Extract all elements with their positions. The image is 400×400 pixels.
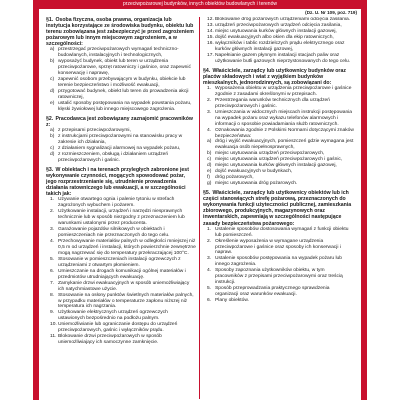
item-text: Ustalenie sposobów dostosowania wymagań z funkcji obiektu lub pomieszczeń. <box>215 226 349 238</box>
section-heading <box>46 17 196 47</box>
item-marker: 13. <box>207 22 214 28</box>
section <box>46 116 196 164</box>
item-text: Umieszczania w widocznych miejscach instrukcji postępowania na wypadek pożaru oraz wykazu telefonów alarmowych i informacji o sposobie powiadamiania służb ratowniczych. <box>215 109 352 127</box>
item-marker: a) <box>207 139 212 145</box>
item-text: zapewnić osobom przebywającym w budynku, obiekcie lub terenie bezpieczeństwo i możliwość ewakuacji, <box>58 77 186 89</box>
item-marker: 16. <box>207 40 214 46</box>
section-heading-text: Pracodawca jest zobowiązany zaznajomić pracowników z: <box>46 115 193 129</box>
item-text: z działaniem sygnalizacji alarmowej na wypadek pożaru, <box>58 146 181 151</box>
section-number: §1. <box>46 17 54 23</box>
section-heading <box>46 116 196 128</box>
item-marker: 6. <box>50 268 55 274</box>
item-text: miejsc usytuowania kurków głównych instalacji gazowej, <box>215 28 337 34</box>
list-item <box>203 286 354 298</box>
item-marker: f) <box>207 175 210 181</box>
item-text: Używanie otwartego ognia i palenie tytoniu w strefach zagrożonych wybuchem i pożarem. <box>58 197 175 209</box>
poster <box>33 0 367 400</box>
item-marker: 7. <box>50 280 55 286</box>
item-text: Napełnianie gazem płynnym instalacji stacjach paliw oraz użytkowanie butli gazowych nieprzystosowanych do tego celu. <box>215 52 351 64</box>
item-marker: 4. <box>50 239 55 244</box>
item-marker: 9. <box>50 310 55 316</box>
list-item <box>203 227 354 239</box>
item-marker: 1. <box>207 85 212 91</box>
item-text: Blokowanie drzwi przeciwpożarowych w sposób uniemożliwiający ich samoczynne zamknięcie. <box>58 334 162 346</box>
item-text: miejsc usytuowania kurków głównych instalacji gazowej, <box>215 163 337 169</box>
list-item <box>46 293 196 311</box>
list-item <box>46 269 196 281</box>
item-text: Przestrzegania warunków technicznych dla urządzeń przeciwpożarowych i gaśnic. <box>215 97 330 109</box>
list-item <box>203 298 354 304</box>
item-text: z rozmieszczeniem, obsługą i działaniem urządzeń przeciwpożarowych i gaśnic. <box>58 151 169 163</box>
list-item <box>203 86 354 98</box>
list-item <box>46 257 196 269</box>
item-marker: 1. <box>50 197 55 203</box>
list-item <box>203 268 354 286</box>
item-marker: g) <box>207 181 212 187</box>
item-marker: 5. <box>50 256 55 262</box>
list-item <box>46 47 196 59</box>
section-number: §4. <box>203 67 211 74</box>
section-heading <box>46 167 196 197</box>
item-marker: 2. <box>207 238 212 244</box>
item-text: dróg pożarowych, <box>215 175 254 181</box>
list-item <box>46 89 196 101</box>
item-marker: 8. <box>50 292 55 298</box>
item-marker: c) <box>207 157 212 163</box>
list-item <box>46 77 196 89</box>
item-text: miejsc usytuowania urządzeń przeciwpożarowych i gaśnic, <box>215 157 343 163</box>
item-text: Garażowanie pojazdów silnikowych w obiektach i pomieszczeniach nie przeznaczonych do tego celu. <box>58 227 170 239</box>
item-marker: 3. <box>207 256 212 262</box>
list-item <box>203 139 354 151</box>
header-band: przeciwpożarowej budynków, innych obiektów budowlanych i terenów <box>39 0 361 9</box>
item-text: przestrzegać przeciwpożarowych wymagań techniczno-budowlanych, instalacyjnych i technologicznych, <box>58 47 179 59</box>
section <box>46 17 196 113</box>
item-text: Określenie wyposażenia w wymagane urządzenia przeciwpożarowe i gaśnice oraz sposoby ich konserwacji i napraw. <box>215 238 341 256</box>
section-number: §2. <box>46 115 54 122</box>
list-item <box>203 98 354 110</box>
item-text: Użytkowanie instalacji, urządzeń i narzędzi niesprawnych technicznie lub w sposób niezgodny z przeznaczeniem lub warunkami ustalonymi przez producenta. <box>58 209 185 227</box>
list-item <box>46 239 196 257</box>
list-item <box>46 334 196 346</box>
list-item <box>46 101 196 113</box>
list-item <box>46 59 196 77</box>
item-marker: a) <box>50 47 55 53</box>
left-column <box>43 17 200 399</box>
item-marker: 2. <box>207 97 212 103</box>
section <box>46 167 196 346</box>
item-text: Umieszczanie na drogach komunikacji ogólnej materiałów i przedmiotów utrudniających ewakuację. <box>58 268 186 280</box>
item-text: przygotować budynek, obiekt lub teren do prowadzenia akcji ratowniczej, <box>58 89 189 101</box>
item-marker: 6. <box>207 298 212 304</box>
item-marker: b) <box>50 59 55 65</box>
list-item <box>203 239 354 257</box>
item-text: dojść ewakuacyjnych albo okien dla ekip ratowniczych, <box>215 34 334 40</box>
item-text: dróg i wyjść ewakuacyjnych, pomieszczeń gdzie wymagana jest ewakuacja osób niepełnosprawnych, <box>215 139 354 151</box>
item-text: Plany obiektów. <box>215 298 249 304</box>
list-item <box>203 181 354 187</box>
item-marker: c) <box>50 77 55 83</box>
section-heading-text: Osoba fizyczna, osoba prawna, organizacja lub instytucja korzystające ze środowiska budynku, obiektu lub terenu zobowiązana jest zabezpieczyć je przed zagrożeniem pożarowym lub innym miejscowym zagrożeniem, a w szczególności: <box>46 17 194 48</box>
item-marker: 3. <box>50 227 55 233</box>
list-item <box>203 256 354 268</box>
item-marker: 5. <box>207 286 212 292</box>
item-marker: 1. <box>207 226 212 232</box>
item-marker: 4. <box>207 127 212 133</box>
section-heading-text: Właściciele, zarządcy lub użytkownicy budynków oraz placów składowych i wiat z wyjątkiem budynków mieszkalnych, jednorodzinnych, są zobowiązani do: <box>203 67 346 86</box>
section <box>203 68 354 187</box>
item-text: miejsc usytuowania dróg pożarowych. <box>215 181 298 187</box>
section-heading <box>203 190 354 227</box>
item-text: urządzeń przeciwpożarowych urządzeń odcięcia zasilania, <box>215 22 342 28</box>
section-heading <box>203 68 354 86</box>
item-text: dojść ewakuacyjnych w budynkach, <box>215 169 293 175</box>
section <box>203 190 354 304</box>
item-marker: d) <box>50 151 55 157</box>
item-marker: d) <box>50 89 55 95</box>
item-text: miejsc usytuowania urządzeń przeciwpożarowych, <box>215 151 325 157</box>
item-marker: 14. <box>207 28 214 34</box>
item-marker: c) <box>50 146 55 151</box>
item-text: Stosowanie w pomieszczeniach instalacji ogrzewczych z urządzeniami z otwartym płomieniem. <box>58 256 181 268</box>
item-text: Użytkowanie elektrycznych urządzeń ogrzewczych ustawionych bezpośrednio na podłożu palnym. <box>58 310 168 322</box>
list-item <box>46 322 196 334</box>
columns <box>39 17 361 399</box>
list-item <box>46 281 196 293</box>
item-text: Sposób przeprowadzania praktycznego sprawdzenia organizacji oraz warunków ewakuacji. <box>215 286 330 298</box>
item-text: Wyposażenia obiektu w urządzenia przeciwpożarowe i gaśnice zgodnie z zasadami określonymi w przepisach. <box>215 85 352 97</box>
item-marker: a) <box>50 128 55 134</box>
item-text: Ustalenie sposobów postępowania na wypadek pożaru lub innego zagrożenia. <box>215 256 342 268</box>
item-text: Przechowywanie materiałów palnych w odległości mniejszej niż 0,5 m od urządzeń i instalacji, których powierzchnie zewnętrzne mogą nagrzewać się do temperatury przekraczającej 100°C. <box>58 239 196 256</box>
item-marker: 10. <box>50 322 57 328</box>
item-marker: b) <box>50 134 55 140</box>
item-text: z instrukcjami przeciwpożarowymi na stanowisku pracy w zakresie ich działania, <box>58 134 183 146</box>
law-reference: (Dz. U. Nr 109, poz. 719) <box>305 10 357 15</box>
list-item <box>203 41 354 53</box>
item-text: Uniemożliwianie lub ograniczanie dostępu do urządzeń przeciwpożarowych, gaśnic i wyłączników prądu. <box>58 322 178 334</box>
item-marker: 17. <box>207 52 214 58</box>
section <box>203 17 354 65</box>
list-item <box>203 110 354 128</box>
item-text: Oznakowania zgodnie z Polskimi Normami dotyczącymi znaków bezpieczeństwa: <box>215 127 354 139</box>
item-marker: e) <box>50 101 55 107</box>
item-marker: d) <box>207 163 212 169</box>
list-item <box>203 53 354 65</box>
item-marker: e) <box>207 169 212 175</box>
list-item <box>46 310 196 322</box>
list-item <box>203 128 354 140</box>
item-text: wyłączników i tablic rozdzielczych prądu elektrycznego oraz kurków głównych instalacji gazowej, <box>215 40 345 52</box>
item-text: Zamykanie drzwi ewakuacyjnych w sposób uniemożliwiający ich natychmiastowe użycie. <box>58 280 190 292</box>
item-text: z przepisami przeciwpożarowymi, <box>58 128 131 134</box>
section-number: §5. <box>203 190 211 197</box>
item-text: wyposażyć budynek, obiekt lub teren w urządzenia przeciwpożarowe, sprzęt ratowniczy i gaśnice, oraz zapewnić konserwację i naprawę, <box>58 59 191 77</box>
section-heading-text: Właściciele, zarządcy lub użytkownicy obiektów lub ich części stanowiących strefę pożarową, przeznaczonych do wykonywania funkcji użyteczności publicznej, zamieszkania zbiorowego, produkcyjnych, magazynowych oraz inwentarskich, zapewniają w szczególności następujące zasady bezpieczeństwa pożarowego: <box>203 190 352 227</box>
item-text: Blokowanie dróg pożarowych urządzeniami odcięcia zasilania. <box>215 17 351 22</box>
item-text: Sposoby zapoznania użytkowników obiektu, w tym pracowników z przepisami przeciwpożarowymi oraz treścią instrukcji. <box>215 268 343 286</box>
list-item <box>46 197 196 209</box>
list-item <box>46 209 196 227</box>
item-marker: 4. <box>207 268 212 274</box>
list-item <box>46 227 196 239</box>
section-heading-text: W obiektach i na terenach przyległych zabronione jest wykonywanie czynności, mogących spowodować pożar, jego rozprzestrzenianie się, utrudnienie prowadzenia działania ratowniczego lub ewakuacji, a w szczególności takich jak: <box>46 166 189 198</box>
item-marker: 15. <box>207 34 214 40</box>
list-item <box>46 134 196 146</box>
item-marker: 2. <box>50 209 55 215</box>
item-marker: b) <box>207 151 212 157</box>
section-number: §3. <box>46 166 54 173</box>
item-marker: 3. <box>207 109 212 115</box>
item-marker: 12. <box>207 17 214 22</box>
right-column <box>200 17 357 399</box>
item-marker: 11. <box>50 334 57 340</box>
item-text: ustalić sposoby postępowania na wypadek powstania pożaru, klęski żywiołowej lub innego miejscowego zagrożenia. <box>58 101 192 112</box>
list-item <box>46 152 196 164</box>
item-text: Stosowanie na osłony punktów świetlnych materiałów palnych, w przypadku materiałów o temperaturze zapłonu niższej niż temperatura ich nagrzania. <box>58 292 194 310</box>
